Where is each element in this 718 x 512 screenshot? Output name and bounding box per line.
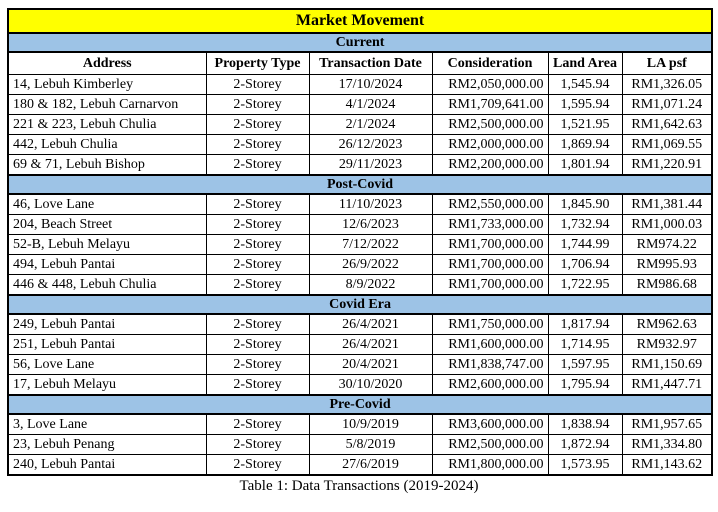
table-row	[8, 75, 712, 95]
cell-la-psf: RM1,143.62	[622, 455, 712, 476]
cell-address: 52-B, Lebuh Melayu	[8, 235, 206, 255]
cell-consideration: RM1,800,000.00	[432, 455, 548, 476]
cell-transaction-date: 26/4/2021	[309, 335, 432, 355]
cell-consideration: RM2,200,000.00	[432, 155, 548, 176]
cell-address: 221 & 223, Lebuh Chulia	[8, 115, 206, 135]
table-title: Market Movement	[8, 9, 712, 33]
cell-land-area: 1,845.90	[548, 194, 622, 215]
cell-property-type: 2-Storey	[206, 355, 309, 375]
cell-consideration: RM1,700,000.00	[432, 275, 548, 296]
cell-consideration: RM1,709,641.00	[432, 95, 548, 115]
table-title-row	[8, 9, 712, 33]
cell-property-type: 2-Storey	[206, 235, 309, 255]
cell-transaction-date: 30/10/2020	[309, 375, 432, 396]
section-title: Pre-Covid	[8, 395, 712, 414]
cell-la-psf: RM986.68	[622, 275, 712, 296]
table-row	[8, 375, 712, 396]
cell-transaction-date: 8/9/2022	[309, 275, 432, 296]
cell-transaction-date: 7/12/2022	[309, 235, 432, 255]
table-row	[8, 235, 712, 255]
cell-address: 442, Lebuh Chulia	[8, 135, 206, 155]
cell-property-type: 2-Storey	[206, 414, 309, 435]
cell-property-type: 2-Storey	[206, 435, 309, 455]
cell-transaction-date: 2/1/2024	[309, 115, 432, 135]
cell-la-psf: RM1,220.91	[622, 155, 712, 176]
cell-transaction-date: 26/9/2022	[309, 255, 432, 275]
cell-consideration: RM2,050,000.00	[432, 75, 548, 95]
cell-consideration: RM1,700,000.00	[432, 255, 548, 275]
cell-address: 14, Lebuh Kimberley	[8, 75, 206, 95]
cell-consideration: RM3,600,000.00	[432, 414, 548, 435]
cell-address: 249, Lebuh Pantai	[8, 314, 206, 335]
cell-consideration: RM2,600,000.00	[432, 375, 548, 396]
cell-transaction-date: 29/11/2023	[309, 155, 432, 176]
section-header-covid-era	[8, 295, 712, 314]
cell-land-area: 1,545.94	[548, 75, 622, 95]
table-body	[8, 75, 712, 476]
cell-land-area: 1,838.94	[548, 414, 622, 435]
cell-consideration: RM1,838,747.00	[432, 355, 548, 375]
cell-transaction-date: 11/10/2023	[309, 194, 432, 215]
cell-land-area: 1,732.94	[548, 215, 622, 235]
column-header-la-psf: LA psf	[622, 52, 712, 75]
cell-transaction-date: 4/1/2024	[309, 95, 432, 115]
cell-transaction-date: 26/12/2023	[309, 135, 432, 155]
section-header-current	[8, 33, 712, 52]
cell-property-type: 2-Storey	[206, 335, 309, 355]
cell-transaction-date: 5/8/2019	[309, 435, 432, 455]
cell-land-area: 1,597.95	[548, 355, 622, 375]
cell-la-psf: RM1,000.03	[622, 215, 712, 235]
cell-la-psf: RM1,326.05	[622, 75, 712, 95]
table-row	[8, 314, 712, 335]
cell-transaction-date: 26/4/2021	[309, 314, 432, 335]
cell-land-area: 1,722.95	[548, 275, 622, 296]
cell-property-type: 2-Storey	[206, 135, 309, 155]
table-row	[8, 215, 712, 235]
cell-land-area: 1,595.94	[548, 95, 622, 115]
table-row	[8, 335, 712, 355]
table-row	[8, 194, 712, 215]
cell-address: 446 & 448, Lebuh Chulia	[8, 275, 206, 296]
cell-address: 180 & 182, Lebuh Carnarvon	[8, 95, 206, 115]
cell-address: 46, Love Lane	[8, 194, 206, 215]
section-title: Current	[8, 33, 712, 52]
cell-la-psf: RM1,069.55	[622, 135, 712, 155]
cell-la-psf: RM932.97	[622, 335, 712, 355]
cell-land-area: 1,801.94	[548, 155, 622, 176]
table-row	[8, 414, 712, 435]
cell-consideration: RM2,500,000.00	[432, 435, 548, 455]
table-row	[8, 95, 712, 115]
table-row	[8, 455, 712, 476]
cell-transaction-date: 12/6/2023	[309, 215, 432, 235]
cell-la-psf: RM1,150.69	[622, 355, 712, 375]
cell-consideration: RM1,700,000.00	[432, 235, 548, 255]
cell-property-type: 2-Storey	[206, 314, 309, 335]
cell-land-area: 1,869.94	[548, 135, 622, 155]
cell-land-area: 1,706.94	[548, 255, 622, 275]
cell-consideration: RM1,750,000.00	[432, 314, 548, 335]
cell-la-psf: RM1,334.80	[622, 435, 712, 455]
table-row	[8, 155, 712, 176]
table-row	[8, 355, 712, 375]
cell-address: 17, Lebuh Melayu	[8, 375, 206, 396]
cell-consideration: RM1,733,000.00	[432, 215, 548, 235]
cell-consideration: RM1,600,000.00	[432, 335, 548, 355]
cell-property-type: 2-Storey	[206, 255, 309, 275]
section-header-pre-covid	[8, 395, 712, 414]
cell-property-type: 2-Storey	[206, 215, 309, 235]
cell-transaction-date: 20/4/2021	[309, 355, 432, 375]
table-row	[8, 435, 712, 455]
table-row	[8, 255, 712, 275]
cell-land-area: 1,744.99	[548, 235, 622, 255]
cell-la-psf: RM1,381.44	[622, 194, 712, 215]
cell-address: 240, Lebuh Pantai	[8, 455, 206, 476]
section-header-post-covid	[8, 175, 712, 194]
cell-consideration: RM2,000,000.00	[432, 135, 548, 155]
section-title: Post-Covid	[8, 175, 712, 194]
cell-property-type: 2-Storey	[206, 155, 309, 176]
cell-la-psf: RM1,642.63	[622, 115, 712, 135]
column-header-consideration: Consideration	[432, 52, 548, 75]
cell-property-type: 2-Storey	[206, 375, 309, 396]
cell-la-psf: RM1,071.24	[622, 95, 712, 115]
cell-address: 69 & 71, Lebuh Bishop	[8, 155, 206, 176]
cell-la-psf: RM995.93	[622, 255, 712, 275]
table-row	[8, 275, 712, 296]
cell-transaction-date: 27/6/2019	[309, 455, 432, 476]
column-header-transaction-date: Transaction Date	[309, 52, 432, 75]
cell-land-area: 1,521.95	[548, 115, 622, 135]
cell-land-area: 1,573.95	[548, 455, 622, 476]
table-caption: Table 1: Data Transactions (2019-2024)	[239, 478, 479, 494]
cell-transaction-date: 17/10/2024	[309, 75, 432, 95]
column-header-land-area: Land Area	[548, 52, 622, 75]
column-header-row	[8, 52, 712, 75]
cell-property-type: 2-Storey	[206, 115, 309, 135]
cell-consideration: RM2,500,000.00	[432, 115, 548, 135]
cell-transaction-date: 10/9/2019	[309, 414, 432, 435]
section-title: Covid Era	[8, 295, 712, 314]
cell-la-psf: RM1,957.65	[622, 414, 712, 435]
cell-address: 494, Lebuh Pantai	[8, 255, 206, 275]
cell-address: 23, Lebuh Penang	[8, 435, 206, 455]
cell-address: 204, Beach Street	[8, 215, 206, 235]
cell-property-type: 2-Storey	[206, 75, 309, 95]
cell-address: 56, Love Lane	[8, 355, 206, 375]
cell-property-type: 2-Storey	[206, 275, 309, 296]
cell-land-area: 1,795.94	[548, 375, 622, 396]
column-header-address: Address	[8, 52, 206, 75]
table-row	[8, 115, 712, 135]
cell-property-type: 2-Storey	[206, 194, 309, 215]
cell-la-psf: RM962.63	[622, 314, 712, 335]
cell-address: 3, Love Lane	[8, 414, 206, 435]
market-movement-table	[7, 8, 713, 476]
cell-property-type: 2-Storey	[206, 455, 309, 476]
column-header-property-type: Property Type	[206, 52, 309, 75]
cell-consideration: RM2,550,000.00	[432, 194, 548, 215]
cell-la-psf: RM1,447.71	[622, 375, 712, 396]
cell-address: 251, Lebuh Pantai	[8, 335, 206, 355]
cell-la-psf: RM974.22	[622, 235, 712, 255]
table-row	[8, 135, 712, 155]
cell-land-area: 1,714.95	[548, 335, 622, 355]
cell-land-area: 1,817.94	[548, 314, 622, 335]
cell-land-area: 1,872.94	[548, 435, 622, 455]
cell-property-type: 2-Storey	[206, 95, 309, 115]
